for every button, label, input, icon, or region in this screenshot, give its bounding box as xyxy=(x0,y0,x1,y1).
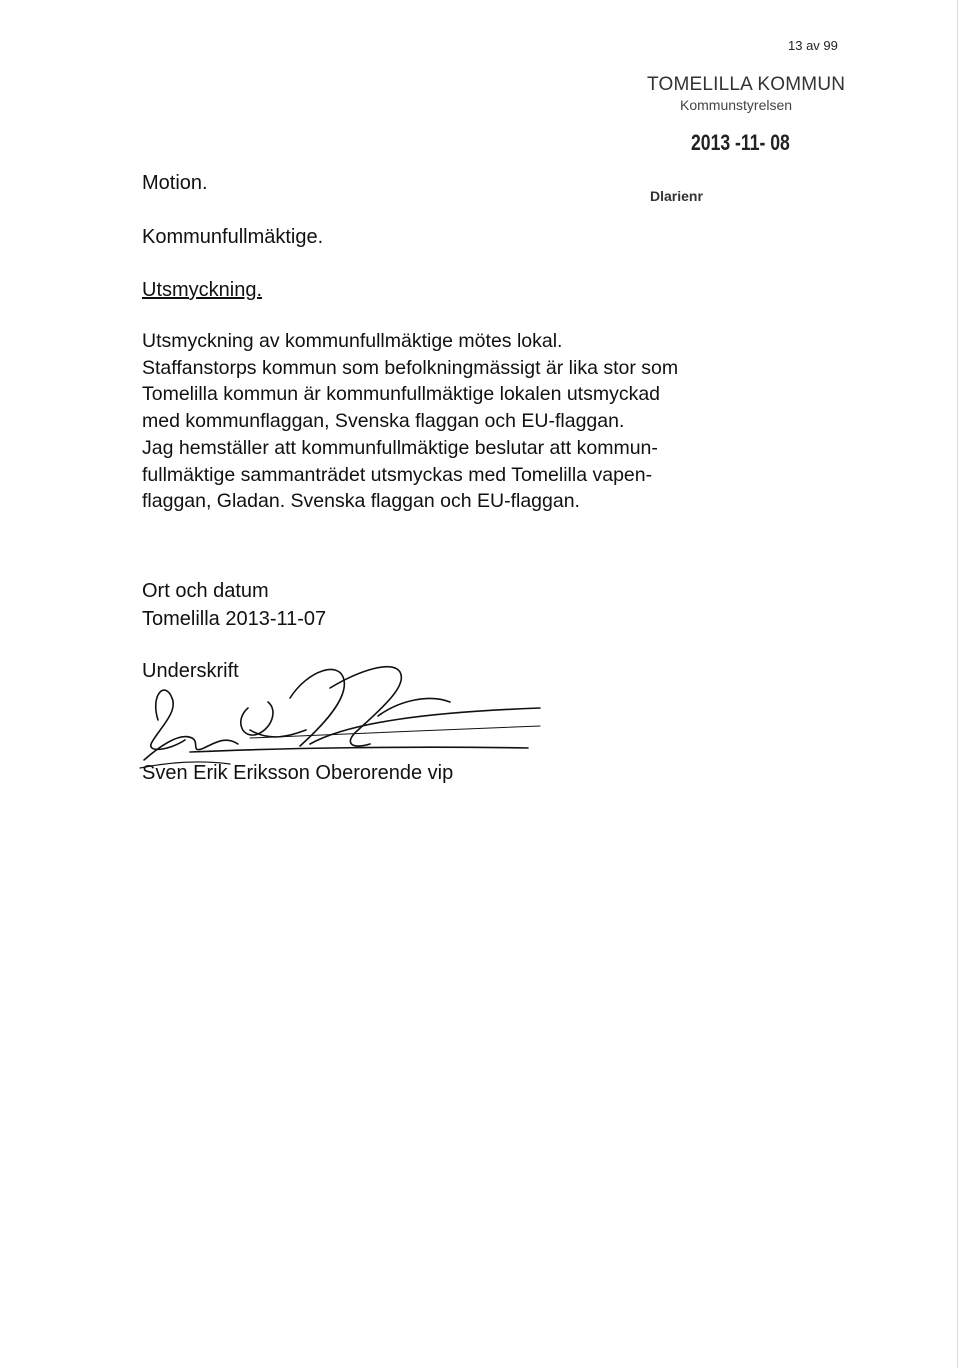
place-date-value: Tomelilla 2013-11-07 xyxy=(142,608,327,630)
heading-subject: Utsmyckning. xyxy=(142,279,263,301)
signature-label: Underskrift xyxy=(142,660,239,682)
body-line: med kommunflaggan, Svenska flaggan och EU-flaggan. xyxy=(142,410,625,433)
stamp-organization: TOMELILLA KOMMUN xyxy=(647,74,846,95)
page-count: 13 av 99 xyxy=(788,38,838,53)
body-line: flaggan, Gladan. Svenska flaggan och EU-flaggan. xyxy=(142,490,580,513)
stamp-dnr-label: Dlarienr xyxy=(650,188,703,204)
heading-motion: Motion. xyxy=(142,172,208,194)
scan-edge-line xyxy=(957,0,958,1368)
signer-name: Sven Erik Eriksson Oberorende vip xyxy=(142,762,454,784)
body-line: Tomelilla kommun är kommunfullmäktige lokalen utsmyckad xyxy=(142,383,661,406)
heading-council: Kommunfullmäktige. xyxy=(142,226,324,248)
body-line: fullmäktige sammanträdet utsmyckas med Tomelilla vapen- xyxy=(142,463,653,486)
stamp-date: 2013 -11- 08 xyxy=(691,130,790,155)
place-date-label: Ort och datum xyxy=(142,580,269,602)
stamp-department: Kommunstyrelsen xyxy=(680,97,793,113)
motion-body xyxy=(142,328,802,515)
body-line: Utsmyckning av kommunfullmäktige mötes lokal. xyxy=(142,330,563,352)
body-line: Jag hemställer att kommunfullmäktige beslutar att kommun- xyxy=(142,436,658,459)
body-line: Staffanstorps kommun som befolkningmässigt är lika stor som xyxy=(142,356,679,379)
